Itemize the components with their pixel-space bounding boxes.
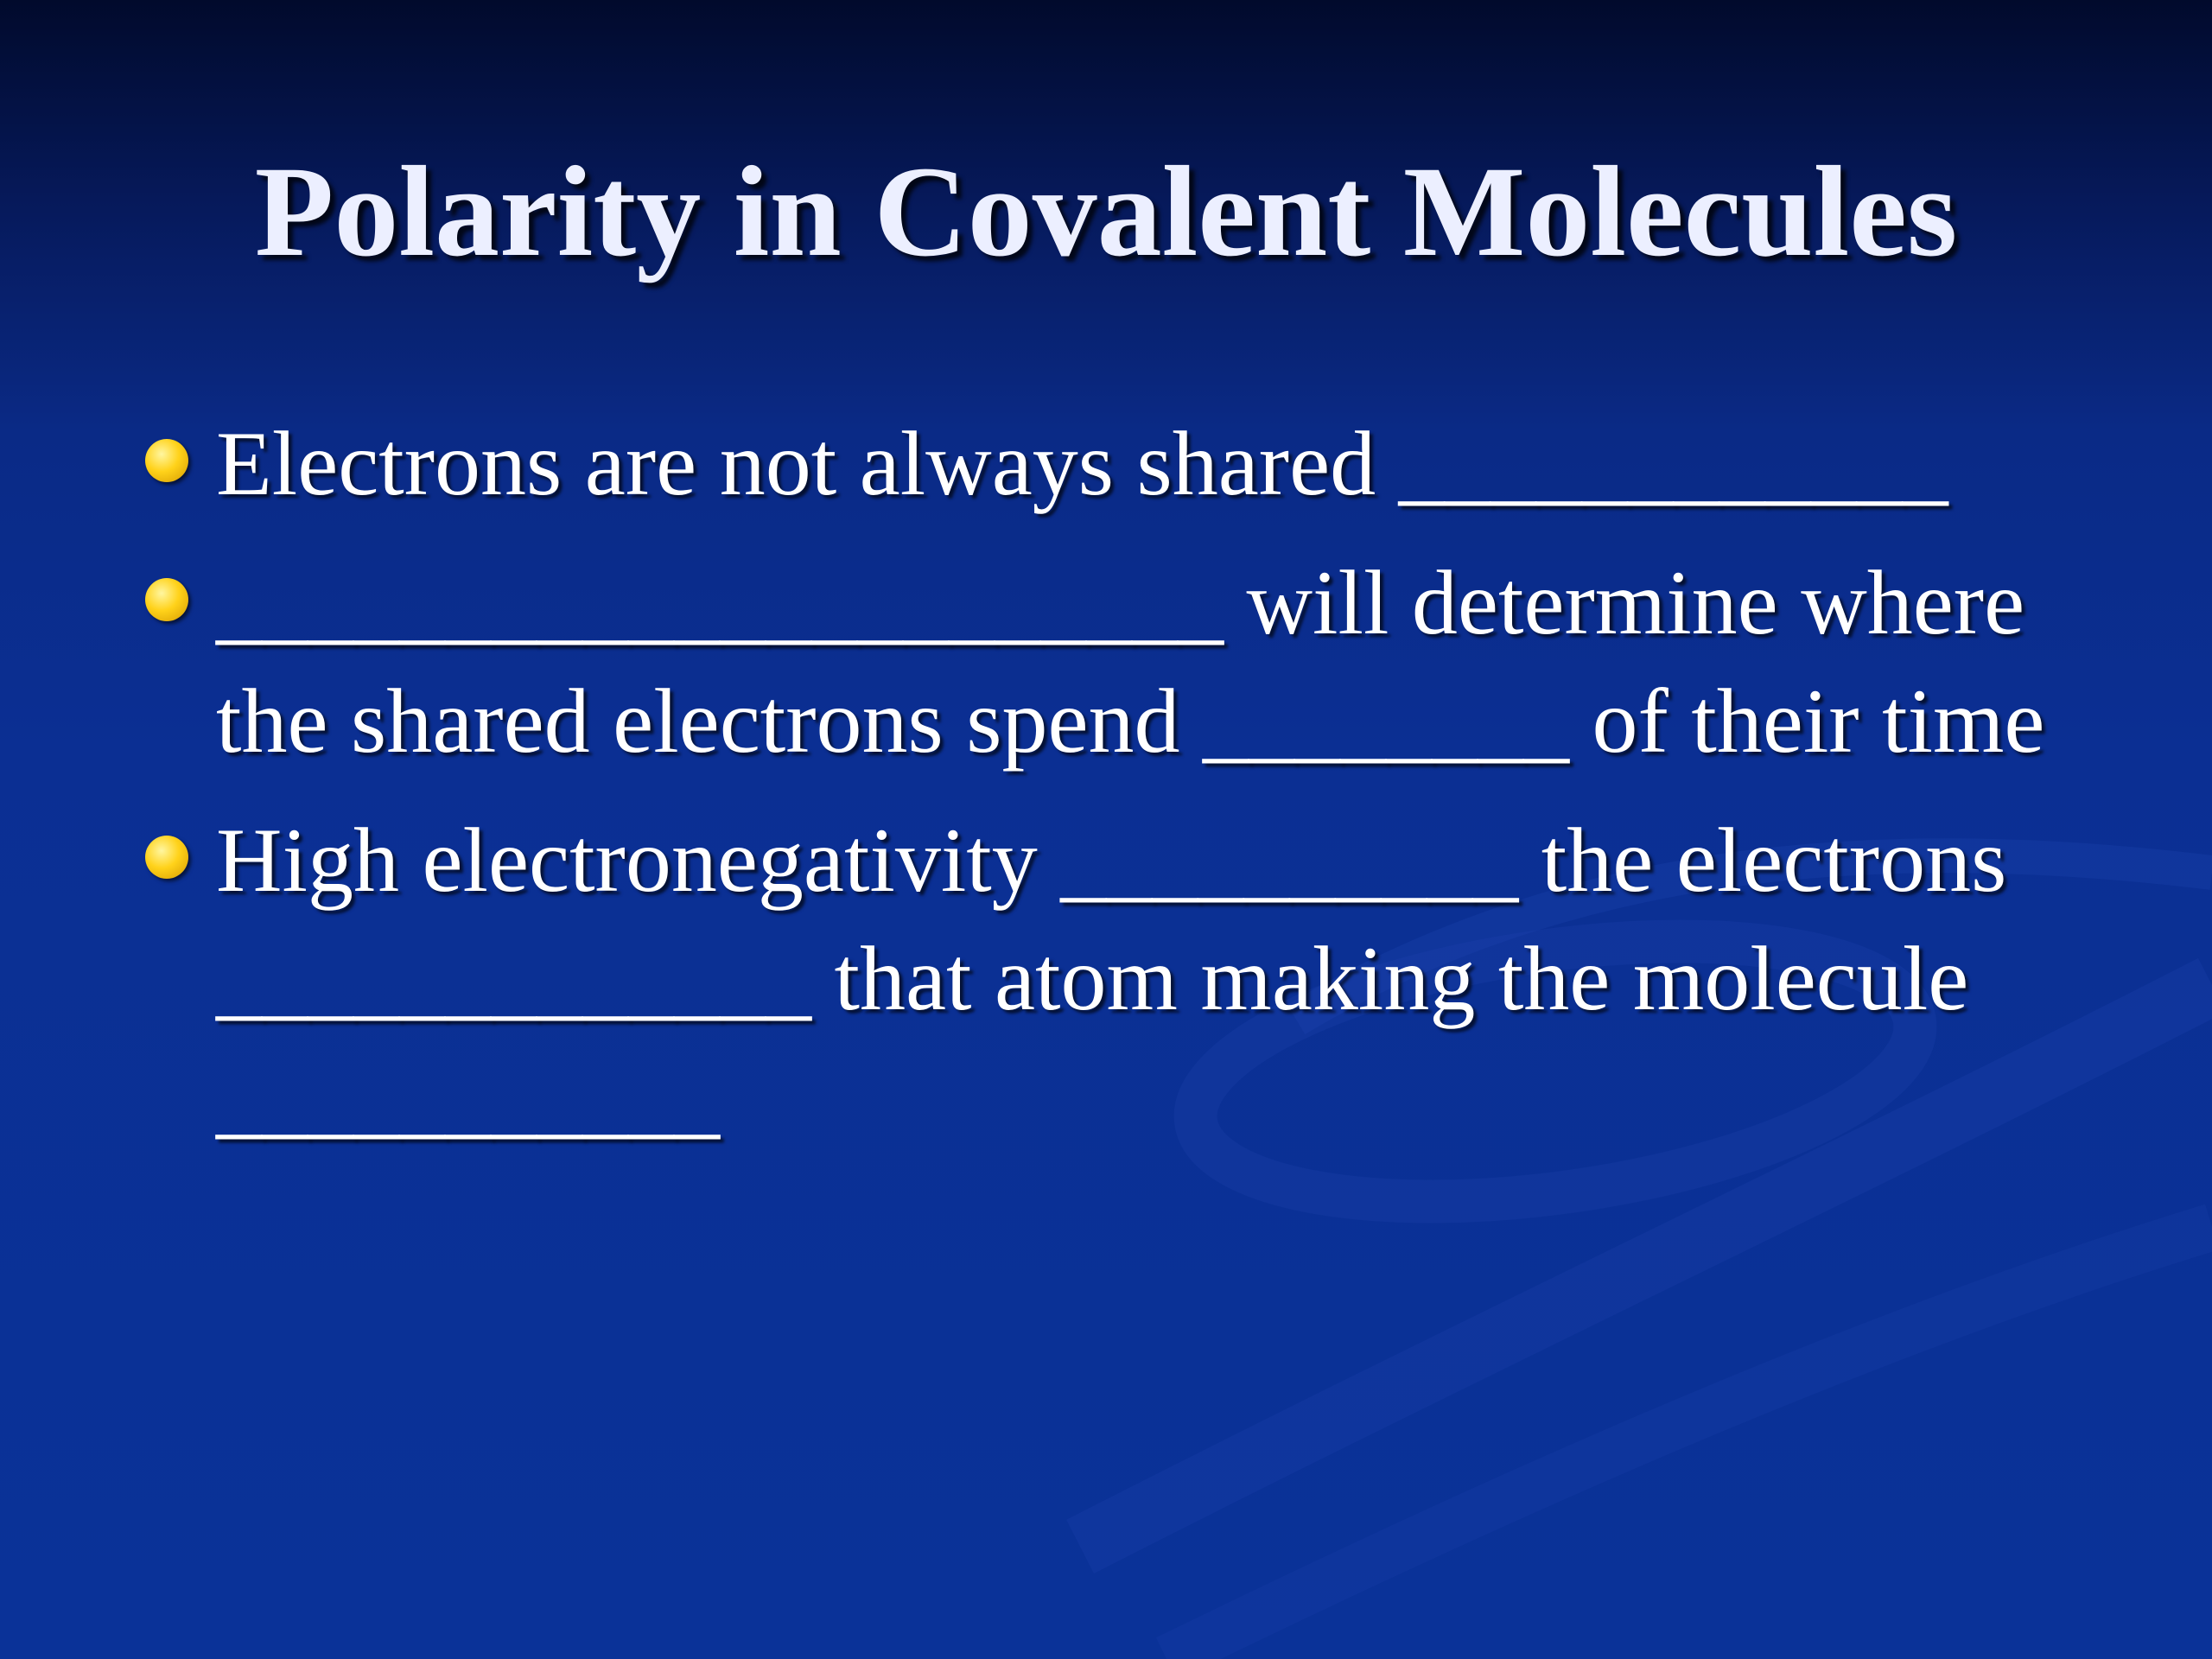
bullet-dot-icon	[145, 578, 188, 621]
bullet-text: High electronegativity __________ the electrons _____________ that atom making the molecule ___________	[216, 810, 2007, 1147]
bullet-text: ______________________ will determine where the shared electrons spend ________ of their time	[216, 552, 2045, 772]
slide-title: Polarity in Covalent Molecules	[254, 140, 1958, 283]
bullet-list	[216, 404, 2117, 1177]
bullet-dot-icon	[145, 836, 188, 879]
bullet-item	[216, 543, 2117, 780]
bullet-item	[216, 801, 2117, 1156]
bullet-text: Electrons are not always shared ____________	[216, 413, 1948, 514]
bullet-dot-icon	[145, 439, 188, 482]
bullet-item	[216, 404, 2117, 523]
